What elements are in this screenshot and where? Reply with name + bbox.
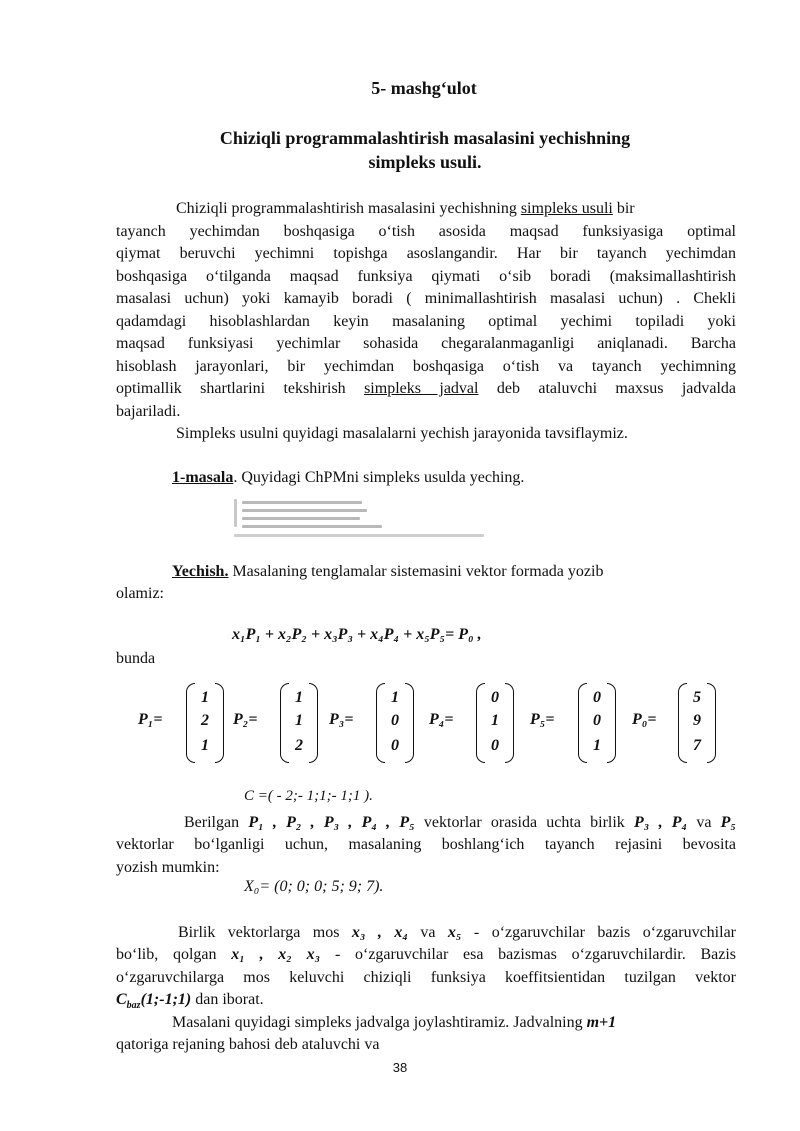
- vector-label: P₁=: [138, 711, 163, 728]
- intro-line: [116, 198, 736, 221]
- vector-value: 9: [693, 712, 701, 729]
- problem-label: 1-masala: [172, 469, 234, 486]
- vector-p0: [678, 683, 716, 763]
- title-line-1: Chiziqli programmalashtirish masalasini yechishning: [219, 128, 631, 148]
- text: - o‘zgaruvchilar esa bazismas o‘zgaruvchilardir. Bazis: [320, 946, 737, 963]
- paragraph-variables-line: o‘zgaruvchilarga mos keluvchi chiziqli funksiya koeffitsientidan tuzilgan vektor: [116, 969, 736, 986]
- text: - o‘zgaruvchilar bazis o‘zgaruvchilar: [461, 924, 736, 941]
- c-baz-subscript: baz: [126, 1000, 141, 1012]
- vector-value: 1: [491, 712, 499, 729]
- variable-list: x₁ , x₂ x₃: [231, 946, 321, 963]
- initial-plan: X₀= (0; 0; 0; 5; 9; 7).: [244, 878, 384, 895]
- vector-value: 0: [491, 737, 499, 754]
- intro-line: qadamdagi hisoblashlardan keyin masalaning optimal yechimi topiladi yoki: [116, 313, 736, 330]
- c-vector: C =( - 2;- 1;1;- 1;1 ).: [244, 788, 373, 804]
- paragraph-basis: [116, 812, 736, 835]
- text: Masalani quyidagi simpleks jadvalga joylashtiramiz. Jadvalning: [172, 1014, 587, 1031]
- paragraph-basis-line: vektorlar bo‘lganligi uchun, masalaning boshlang‘ich tayanch rejasini bevosita: [116, 836, 736, 853]
- vector-value: 1: [391, 689, 399, 706]
- paragraph-table-line: qatoriga rejaning bahosi deb ataluvchi va: [116, 1036, 380, 1053]
- page-number: 38: [392, 1060, 408, 1075]
- problem-text: . Quyidagi ChPMni simpleks usulda yeching.: [233, 469, 525, 486]
- bunda-text: bunda: [116, 650, 156, 667]
- paragraph-variables: [116, 922, 736, 945]
- text: Chiziqli programmalashtirish masalasini yechishning: [176, 200, 521, 217]
- vector-p3: [376, 683, 414, 763]
- formula-system-image: [234, 497, 484, 539]
- m-plus-1: m+1: [586, 1014, 617, 1031]
- c-baz-value: (1;-1;1): [140, 991, 192, 1008]
- vector-equation: x₁P₁ + x₂P₂ + x₃P₃ + x₄P₄ + x₅P₅= P₀ ,: [232, 626, 482, 643]
- vector-value: 1: [295, 712, 303, 729]
- vector-label: P₅=: [530, 711, 555, 728]
- vector-value: 7: [693, 737, 701, 754]
- variable-list: x₅: [447, 924, 462, 941]
- heading: 5- mashg‘ulot: [371, 78, 477, 98]
- paragraph-basis-line: yozish mumkin:: [116, 859, 220, 876]
- solution-text: Masalaning tenglamalar sistemasini vektor formada yozib: [228, 563, 604, 580]
- vector-value: 0: [391, 712, 399, 729]
- vector-p2: [280, 683, 318, 763]
- text: va: [407, 924, 448, 941]
- intro-line: hisoblash jarayonlari, bir yechimdan boshqasiga o‘tish va tayanch yechimning: [116, 358, 736, 375]
- vector-label: P₄=: [429, 711, 454, 728]
- text: Birlik vektorlarga mos: [178, 924, 352, 941]
- text: bir: [612, 200, 635, 217]
- c-baz: C: [116, 991, 127, 1008]
- vector-value: 0: [593, 689, 601, 706]
- vector-value: 1: [201, 737, 209, 754]
- text: deb ataluvchi maxsus jadvalda: [478, 380, 737, 397]
- vector-value: 0: [491, 689, 499, 706]
- problem-statement: [172, 467, 752, 490]
- intro-line: [116, 378, 736, 401]
- vector-value: 1: [295, 689, 303, 706]
- intro-line: boshqasiga o‘tilganda maqsad funksiya qiymati o‘sib boradi (maksimallashtirish: [116, 268, 736, 285]
- intro-line: tayanch yechimdan boshqasiga o‘tish asosida maqsad funksiyasiga optimal: [116, 223, 736, 240]
- vector-value: 2: [295, 737, 303, 754]
- simpleks-jadval-link[interactable]: simpleks jadval: [364, 380, 479, 397]
- vector-label: P₃=: [329, 711, 354, 728]
- intro-line: maqsad funksiyasi yechimlar sohasida chegaralanmaganligi aniqlanadi. Barcha: [116, 335, 736, 352]
- text: Berilgan: [184, 814, 249, 831]
- title-line-2: simpleks usuli.: [368, 152, 482, 172]
- vector-value: 0: [593, 712, 601, 729]
- intro-line: qiymat beruvchi yechimni topishga asoslangandir. Har bir tayanch yechimdan: [116, 245, 736, 262]
- text: va: [687, 814, 721, 831]
- vector-p4: [476, 683, 514, 763]
- text: optimallik shartlarini tekshirish: [116, 380, 365, 397]
- text: dan iborat.: [191, 991, 264, 1008]
- vector-value: 1: [593, 737, 601, 754]
- paragraph-description: Simpleks usulni quyidagi masalalarni yechish jarayonida tavsiflaymiz.: [176, 425, 628, 442]
- vector-list: P₃ , P₄: [634, 814, 688, 831]
- text: vektorlar orasida uchta birlik: [414, 814, 635, 831]
- intro-line: bajariladi.: [116, 403, 181, 420]
- vector-p5: [578, 683, 616, 763]
- vector-value: 5: [693, 689, 701, 706]
- solution-label: Yechish.: [172, 563, 229, 580]
- vector-label: P₂=: [233, 711, 258, 728]
- variable-list: x₃ , x₄: [351, 924, 408, 941]
- vector-list: P₁ , P₂ , P₃ , P₄ , P₅: [248, 814, 415, 831]
- vector-value: 2: [201, 712, 209, 729]
- vector-p1: [186, 683, 224, 763]
- solution-line: olamiz:: [116, 585, 164, 602]
- text: bo‘lib, qolgan: [116, 946, 232, 963]
- paragraph-variables-line: [116, 944, 736, 967]
- intro-line: masalasi uchun) yoki kamayib boradi ( minimallashtirish masalasi uchun) . Chekli: [116, 290, 736, 307]
- vector-list: P₅: [720, 814, 737, 831]
- simpleks-usuli-link[interactable]: simpleks usuli: [520, 200, 613, 217]
- vector-value: 0: [391, 737, 399, 754]
- vector-label: P₀=: [632, 711, 657, 728]
- vector-value: 1: [201, 689, 209, 706]
- solution-line: [172, 561, 752, 584]
- paragraph-table: [172, 1012, 736, 1035]
